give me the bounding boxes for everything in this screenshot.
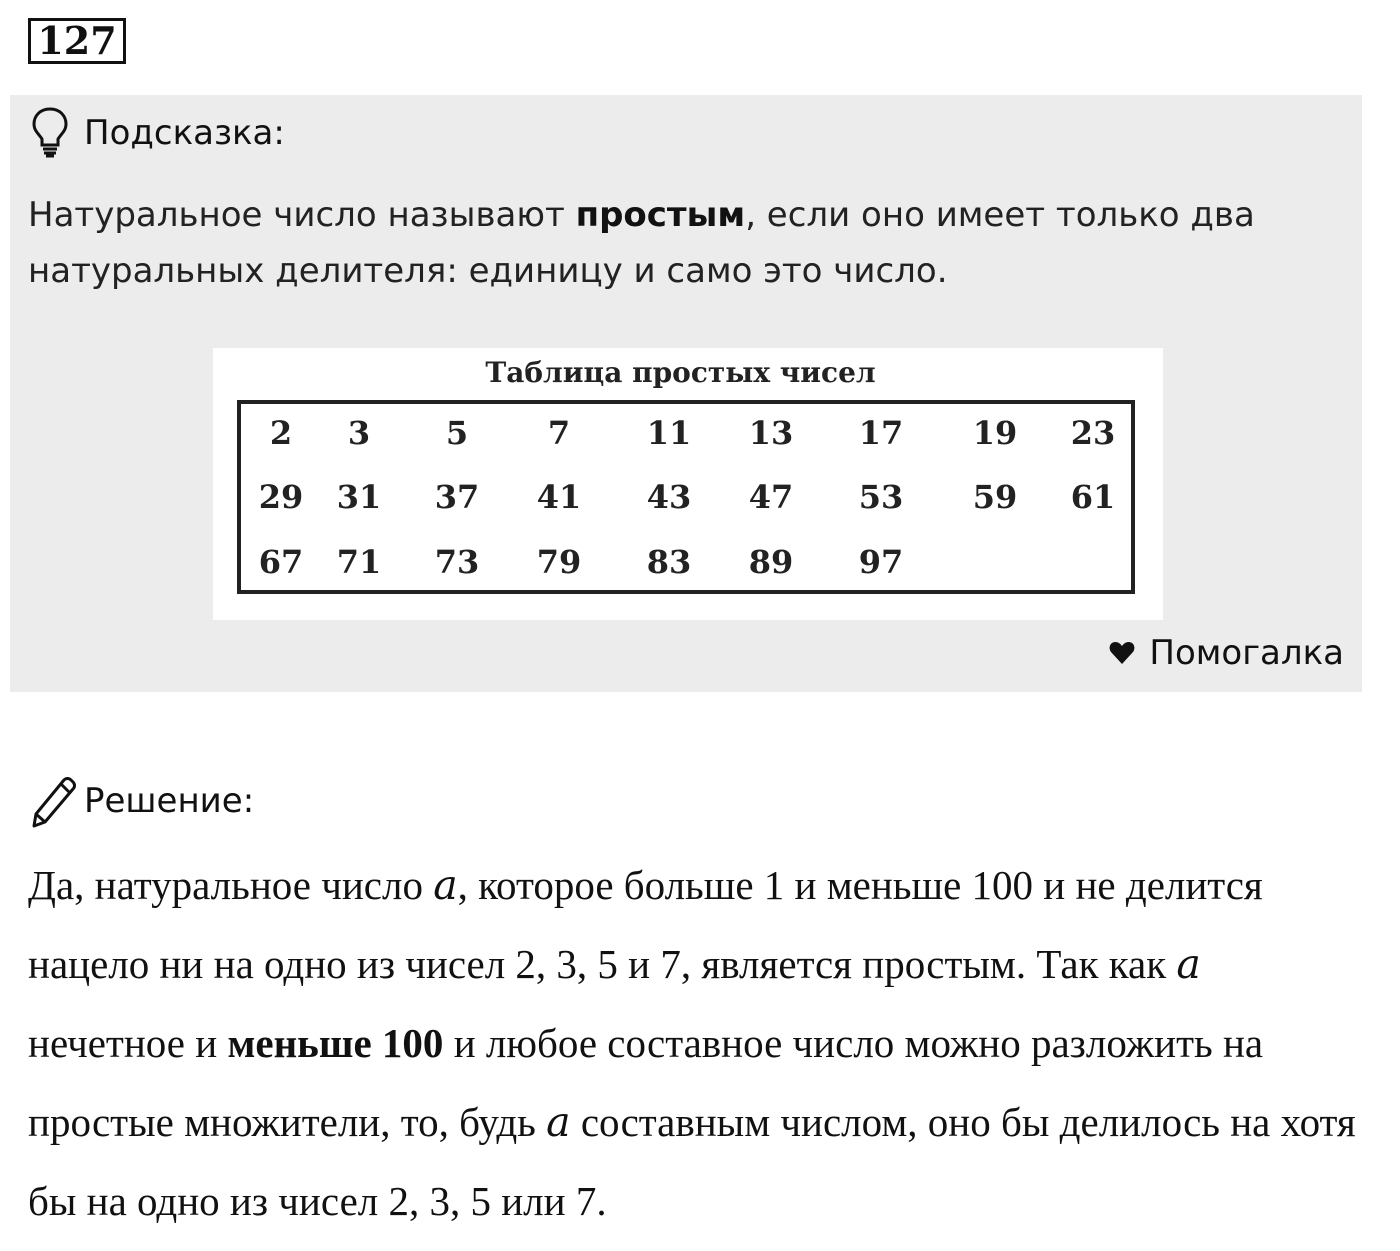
solution-text-bold: меньше 100 — [227, 1020, 444, 1066]
prime-table-cell: 59 — [972, 478, 1018, 516]
hint-text-part: , если оно имеет только два натуральных делителя: единицу и само это число. — [28, 195, 1255, 291]
prime-table-cell: 19 — [972, 414, 1018, 452]
prime-table-cell: 5 — [445, 414, 469, 452]
prime-table-cell: 3 — [347, 414, 371, 452]
prime-table-cell: 97 — [858, 543, 904, 581]
solution-text — [28, 846, 1368, 1241]
prime-table-cell: 41 — [536, 478, 582, 516]
lightbulb-icon — [30, 105, 70, 161]
prime-table-cell: 79 — [536, 543, 582, 581]
heart-icon — [1109, 641, 1135, 665]
prime-table-cell: 47 — [748, 478, 794, 516]
task-number: 127 — [28, 18, 126, 64]
prime-table-image — [213, 348, 1163, 620]
solution-text-part: нечетное и — [28, 1020, 228, 1066]
prime-table-cell: 31 — [336, 478, 382, 516]
hint-text — [28, 187, 1338, 299]
brand-name: Помогалка — [1149, 633, 1344, 673]
prime-table-cell: 29 — [258, 478, 304, 516]
prime-table-cell: 2 — [269, 414, 293, 452]
variable-a: a — [546, 1098, 571, 1146]
prime-table-cell: 71 — [336, 543, 382, 581]
hint-box — [10, 95, 1362, 692]
solution-text-part: Да, натуральное число — [28, 862, 434, 908]
prime-table-cell: 67 — [258, 543, 304, 581]
prime-table-cell: 89 — [748, 543, 794, 581]
solution-text-part: и любое составное число можно разложить на простые множители, то, будь — [28, 1020, 1264, 1145]
pencil-icon — [28, 774, 78, 828]
prime-table-cell: 43 — [646, 478, 692, 516]
hint-text-bold: простым — [575, 195, 746, 235]
prime-table-cell: 83 — [646, 543, 692, 581]
prime-table-title: Таблица простых чисел — [485, 356, 876, 389]
solution-text-part: , которое больше 1 и меньше 100 и не делится нацело ни на одно из чисел 2, 3, 5 и 7, является простым. Так как — [28, 862, 1263, 987]
prime-table-cell: 11 — [646, 414, 692, 452]
solution-header — [28, 772, 254, 830]
prime-table-cell: 17 — [858, 414, 904, 452]
prime-table — [237, 400, 1135, 594]
prime-table-cell: 37 — [434, 478, 480, 516]
variable-a: a — [1176, 940, 1201, 988]
prime-table-cell: 7 — [547, 414, 571, 452]
prime-table-cell: 73 — [434, 543, 480, 581]
prime-table-cell: 53 — [858, 478, 904, 516]
hint-title: Подсказка: — [84, 113, 285, 153]
prime-table-cell: 23 — [1070, 414, 1116, 452]
brand-label — [1109, 633, 1344, 673]
hint-text-part: Натуральное число называют — [28, 195, 576, 235]
solution-title: Решение: — [84, 781, 255, 821]
solution-text-part: составным числом, оно бы делилось на хотя бы на одно из чисел 2, 3, 5 или 7. — [28, 1099, 1356, 1224]
hint-header — [30, 105, 285, 161]
prime-table-cell: 13 — [748, 414, 794, 452]
prime-table-cell: 61 — [1070, 478, 1116, 516]
variable-a: a — [433, 861, 458, 909]
